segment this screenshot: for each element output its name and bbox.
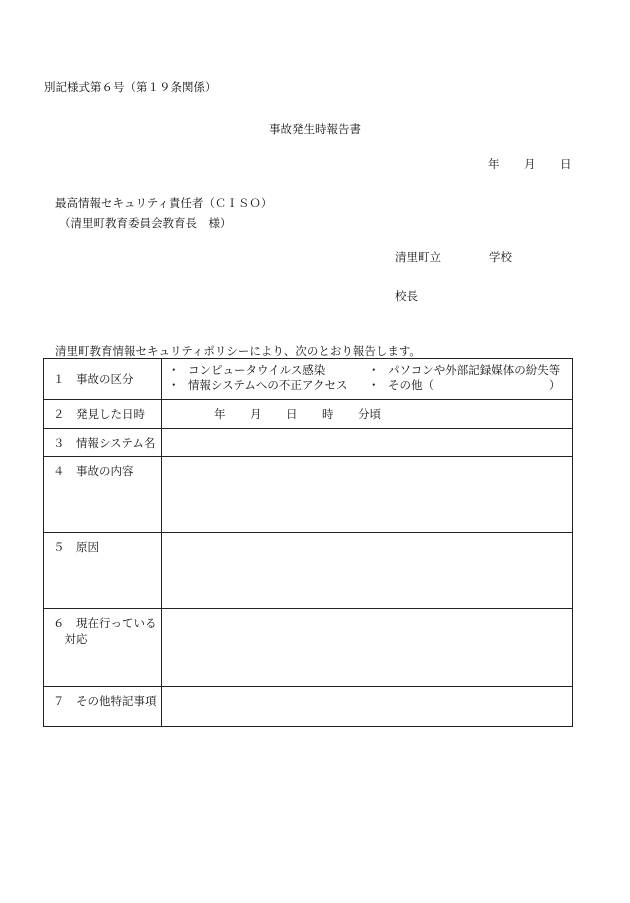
row-label-system: ３ 情報システム名 xyxy=(44,429,162,457)
principal-label: 校長 xyxy=(395,289,418,303)
datetime-day: 日 xyxy=(286,407,298,421)
datetime-month: 月 xyxy=(250,407,262,421)
row-label-cause: ５ 原因 xyxy=(44,533,162,609)
datetime-year: 年 xyxy=(214,407,226,421)
category-cell xyxy=(162,359,573,400)
category-virus: コンピュータウイルス感染 xyxy=(188,363,326,377)
bullet: ・ xyxy=(168,363,180,377)
table-row-response xyxy=(44,609,573,687)
category-loss: パソコンや外部記録媒体の紛失等 xyxy=(388,363,561,377)
category-other: その他（ ） xyxy=(388,378,561,392)
school-prefix: 清里町立 xyxy=(395,250,441,264)
date-year: 年 xyxy=(488,157,500,171)
form-number: 別記様式第６号（第１９条関係） xyxy=(44,80,217,94)
row-label-response: ６ 現在行っている 対応 xyxy=(44,609,162,687)
addressee xyxy=(55,193,272,233)
table-row-system xyxy=(44,429,573,457)
table-row-content xyxy=(44,457,573,533)
row-label-remarks: ７ その他特記事項 xyxy=(44,687,162,727)
table-row-datetime xyxy=(44,400,573,429)
school-name xyxy=(395,249,512,265)
table-row-remarks xyxy=(44,687,573,727)
datetime-hour: 時 xyxy=(322,407,334,421)
row-label-content: ４ 事故の内容 xyxy=(44,457,162,533)
row-label-datetime: ２ 発見した日時 xyxy=(44,400,162,429)
response-cell[interactable] xyxy=(162,609,573,687)
intro-text: 清里町教育情報セキュリティポリシーにより、次のとおり報告します。 xyxy=(55,344,421,358)
date-day: 日 xyxy=(560,157,572,171)
remarks-cell[interactable] xyxy=(162,687,573,727)
bullet: ・ xyxy=(168,378,180,392)
system-cell[interactable] xyxy=(162,429,573,457)
addressee-name: （清里町教育委員会教育長 様） xyxy=(59,216,232,230)
row-label-category: １ 事故の区分 xyxy=(44,359,162,400)
report-table xyxy=(43,358,573,727)
content-cell[interactable] xyxy=(162,457,573,533)
datetime-cell xyxy=(162,400,573,429)
school-suffix: 学校 xyxy=(489,250,512,264)
bullet: ・ xyxy=(368,363,380,377)
bullet: ・ xyxy=(368,378,380,392)
table-row-category xyxy=(44,359,573,400)
datetime-minute: 分頃 xyxy=(358,407,381,421)
table-row-cause xyxy=(44,533,573,609)
report-date xyxy=(488,156,572,172)
category-unauthorized-access: 情報システムへの不正アクセス xyxy=(188,378,348,392)
document-title: 事故発生時報告書 xyxy=(269,122,361,136)
cause-cell[interactable] xyxy=(162,533,573,609)
addressee-title: 最高情報セキュリティ責任者（ＣＩＳＯ） xyxy=(55,196,273,210)
date-month: 月 xyxy=(524,157,536,171)
